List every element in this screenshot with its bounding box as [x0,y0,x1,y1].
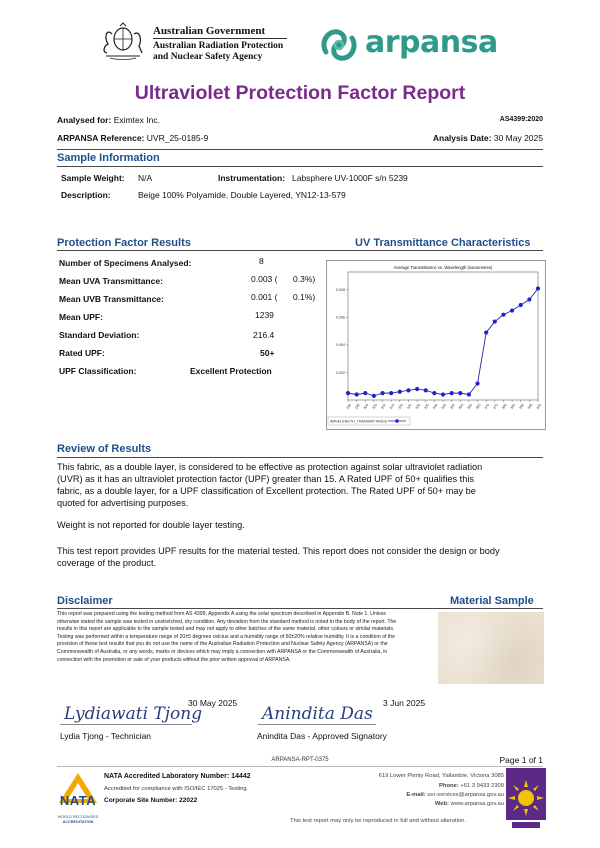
nata-tagline-1: WORLD RECOGNISED [57,815,99,819]
review-title: Review of Results [57,443,152,455]
uva-percent: 0.3%) [293,274,316,284]
std-dev-value: 216.4 [253,330,275,340]
uvb-percent: 0.1%) [293,292,316,302]
mean-upf-label: Mean UPF: [59,312,103,322]
data-point [346,391,350,395]
nata-compliance: Accredited for compliance with ISO/IEC 17025 - Testing [104,786,247,792]
x-tick-label: 400 [535,403,543,411]
signature-technician: Lydiawati Tjong [64,704,203,724]
std-dev-label: Standard Deviation: [59,330,140,340]
data-point [355,392,359,396]
data-point [519,303,523,307]
reproduction-notice: This test report may only be reproduced in full and without alteration. [290,818,466,824]
review-paragraph-3: This test report provides UPF results for the material tested. This report does not consider the design or body coverage of the product. [57,546,500,568]
disclaimer-title: Disclaimer [57,595,113,607]
arpansa-reference-value: UVR_25-0185-9 [146,133,209,143]
upf-classification-value: Excellent Protection [190,366,272,376]
x-tick-label: 365 [475,403,482,411]
corporate-site-number: Corporate Site Number: 22022 [104,797,198,804]
material-sample-swatch [438,612,544,684]
x-tick-label: 385 [509,403,517,411]
data-point [493,319,497,323]
web-value[interactable]: www.arpansa.gov.au [450,801,504,807]
data-point [475,381,479,385]
data-point [441,392,445,396]
x-tick-label: 335 [423,403,430,411]
document-code: ARPANSA-RPT-0375 [271,757,329,763]
email-label: E-mail: [406,792,426,798]
x-tick-label: 310 [380,403,387,411]
x-tick-label: 360 [466,403,473,411]
data-point [501,313,505,317]
disclaimer-text: This report was prepared using the testing method from AS 4399, Appendix A using the solar spectrum described in Appendix B. Note 1. Unless otherwise stated the sample was tested in unstretched, dry condition. Any deviation from the standard method is noted in the body of the report. The results in this report are applicable to the sample tested and may not apply to other batches of the same material, other colours or similar materials. Testing was performed within a temperature range of 20±5 degrees celcius and a humidity range of 50±20% relative humidity. It is a condition of the provision of these test results that you do not use the name of the Australian Radiation Protection and Nuclear Safety Agency (ARPANSA) or the Commonwealth of Australia, or any words, marks or devices which may imply a connection with ARPANSA or the Commonwealth of Australia, in connection with the promotion or sale of your products without the prior written approval of ARPANSA. [57,611,397,663]
data-point [363,391,367,395]
rated-upf-value: 50+ [260,348,275,358]
agency-name-line2: and Nuclear Safety Agency [153,52,263,62]
analysed-for-value: Eximtex Inc. [113,115,160,125]
data-point [467,392,471,396]
uv-transmittance-title: UV Transmittance Characteristics [355,237,531,249]
data-point [458,391,462,395]
instrumentation-value: Labsphere UV-1000F s/n 5239 [292,173,408,183]
specimens-label: Number of Specimens Analysed: [59,258,192,268]
data-point [389,391,393,395]
nata-tagline-2: ACCREDITATION [62,820,94,824]
uva-value: 0.003 ( [251,274,278,284]
data-point [424,388,428,392]
specimens-value: 8 [259,256,264,266]
x-tick-label: 395 [526,403,534,411]
web-label: Web: [434,801,449,807]
description-label: Description: [61,190,111,200]
data-point [450,391,454,395]
x-tick-label: 375 [492,403,499,411]
plot-area [348,272,538,400]
material-sample-title: Material Sample [450,595,534,607]
legend-marker [395,419,399,423]
report-title: Ultraviolet Protection Factor Report [134,82,466,104]
address: 619 Lower Plenty Road, Yallambie, Victoria 3085 [378,773,504,779]
chart-svg [326,260,546,430]
x-tick-label: 290 [345,403,353,411]
x-tick-label: 390 [518,403,525,411]
nata-wordmark: NATA [59,793,97,808]
nata-lab-number: NATA Accredited Laboratory Number: 14442 [104,773,251,780]
y-tick-label: 0.002 [336,370,345,375]
analysis-date-label: Analysis Date: [432,133,492,143]
standard-reference: AS4399:2020 [499,116,543,123]
description-value: Beige 100% Polyamide, Double Layered, YN12-13-579 [138,190,346,200]
chart-title: Average Transmittance vs. Wavelength (nanometres) [393,265,493,270]
data-point [510,308,514,312]
review-paragraph-1: This fabric, as a double layer, is considered to be effective as protection against solar ultraviolet radiation (UVR) as it has an ultraviolet protection factor (UPF) greater than 15. A Rated UPF of 50+ qualifies this fabric, as a double layer, for a UPF classification of Excellent protection. The Rated UPF of 50+ may be quoted for advertising purposes. [57,462,483,508]
x-tick-label: 350 [449,403,456,411]
review-paragraph-2: Weight is not reported for double layer testing. [57,520,245,530]
rated-upf-label: Rated UPF: [59,348,105,358]
x-tick-label: 295 [354,403,361,411]
results-table [57,254,317,384]
x-tick-label: 300 [362,403,370,411]
x-tick-label: 305 [371,403,378,411]
analysed-for-label: Analysed for: [57,115,112,125]
instrumentation-label: Instrumentation: [218,173,286,183]
data-point [380,391,384,395]
government-name: Australian Government [153,25,266,37]
uvb-label: Mean UVB Transmittance: [59,294,164,304]
data-point [406,388,410,392]
data-point [398,390,402,394]
x-tick-label: 355 [457,403,465,411]
arpansa-logo-icon [316,22,362,68]
sample-weight-value: N/A [138,173,153,183]
uva-label: Mean UVA Transmittance: [59,276,163,286]
data-point [484,330,488,334]
x-tick-label: 370 [483,403,491,411]
technician-date: 30 May 2025 [188,698,238,708]
uv-transmittance-chart [326,260,546,430]
x-tick-label: 315 [388,403,396,411]
upf-classification-label: UPF Classification: [59,366,137,376]
y-tick-label: 0.006 [336,315,345,320]
x-tick-label: 345 [440,403,448,411]
approver-name: Anindita Das - Approved Signatory [257,731,387,741]
y-tick-label: 0.004 [336,343,345,348]
y-tick-label: 0.008 [336,288,345,293]
phone-value: +61 3 9433 2309 [460,783,504,789]
x-tick-label: 340 [431,403,439,411]
technician-name: Lydia Tjong - Technician [60,731,152,741]
email-value[interactable]: uvr-services@arpansa.gov.au [427,792,504,798]
data-point [536,286,540,290]
protection-results-title: Protection Factor Results [57,237,191,249]
sample-weight-label: Sample Weight: [61,173,125,183]
mean-upf-value: 1239 [255,310,274,320]
sunsmart-logo-icon [506,768,546,830]
agency-name-line1: Australian Radiation Protection [153,41,284,51]
page-number: Page 1 of 1 [499,755,543,765]
legend-label: WAVELENGTH_TRANSMITTANCE [330,419,388,424]
phone-label: Phone: [439,783,459,789]
sample-information-title: Sample Information [57,152,160,164]
uvb-value: 0.001 ( [251,292,278,302]
x-tick-label: 380 [501,403,508,411]
arpansa-brand: arpansa [365,25,498,60]
signature-approver: Anindita Das [262,704,373,724]
data-point [372,394,376,398]
data-point [527,297,531,301]
analysis-date-value: 30 May 2025 [493,133,543,143]
x-tick-label: 325 [406,403,413,411]
arpansa-reference-label: ARPANSA Reference: [57,133,145,143]
government-crest-icon [98,22,148,62]
data-point [432,391,436,395]
x-tick-label: 330 [414,403,422,411]
approver-date: 3 Jun 2025 [383,698,426,708]
data-point [415,387,419,391]
x-tick-label: 320 [397,403,404,411]
